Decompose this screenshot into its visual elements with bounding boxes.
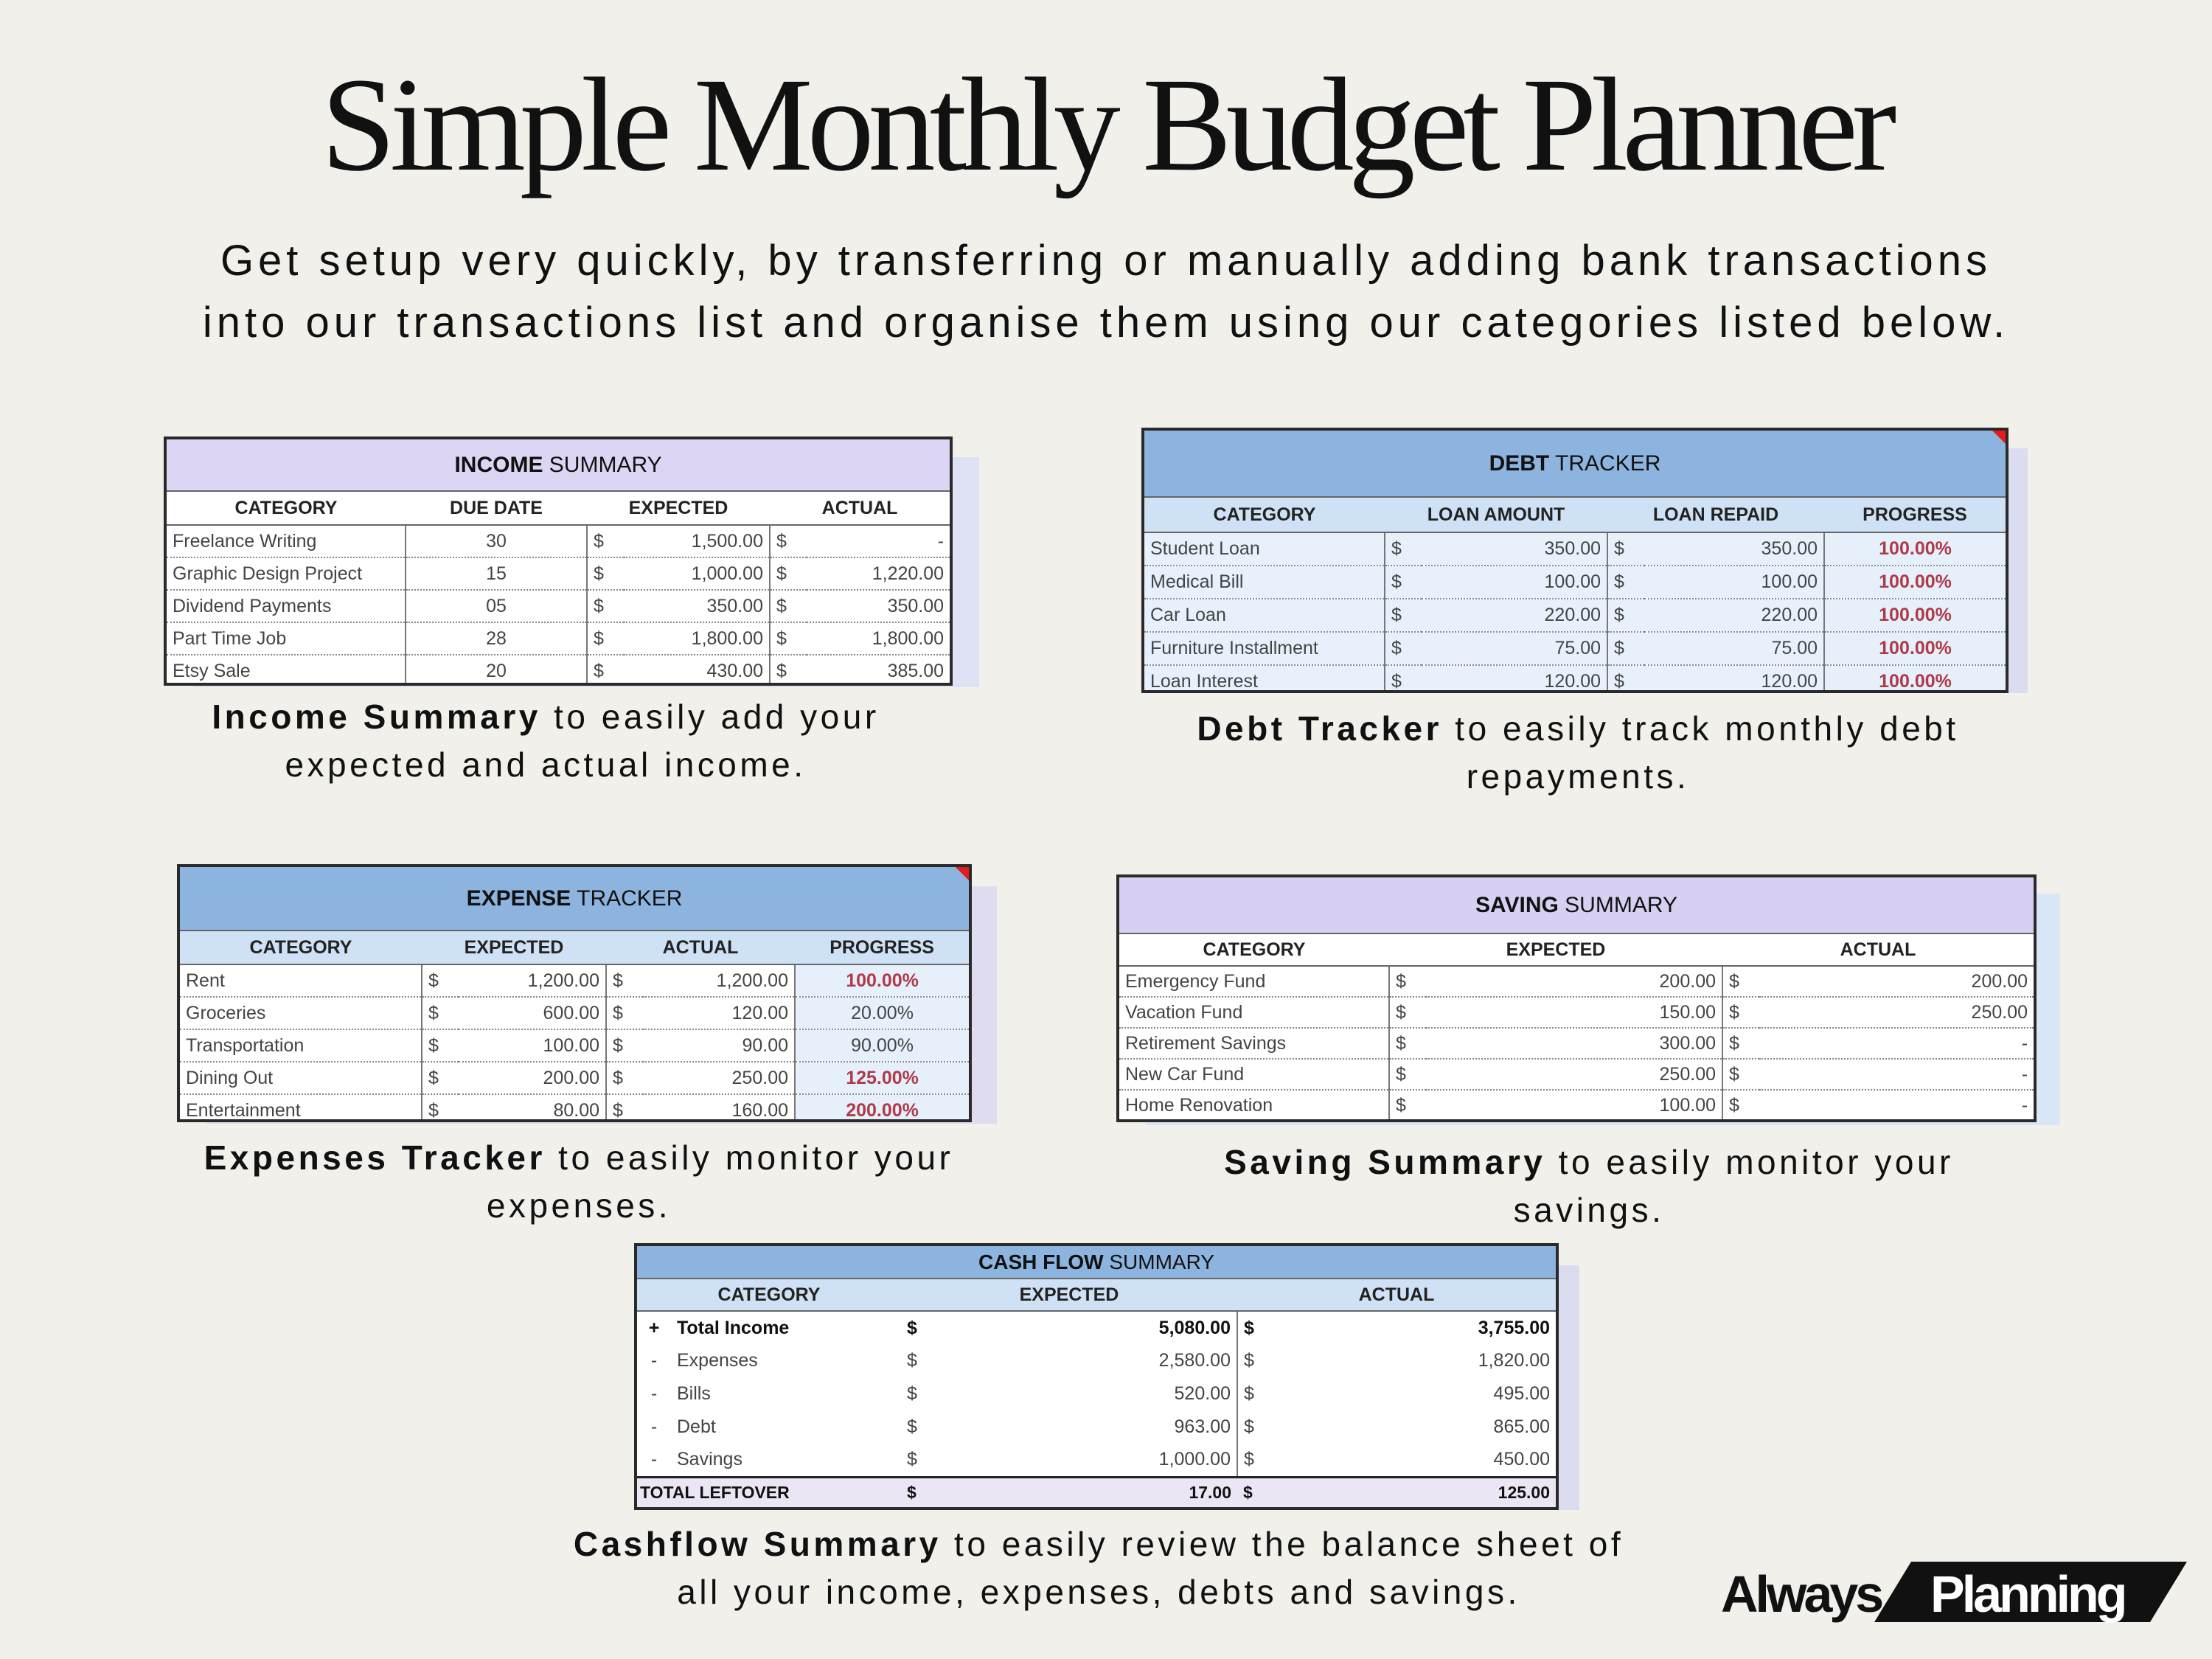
row-actual: 1,800.00 (807, 622, 950, 655)
row-sign: - (650, 1350, 658, 1371)
row-loan-repaid: 75.00 (1644, 632, 1824, 665)
currency-symbol: $ (606, 1062, 643, 1094)
currency-symbol: $ (1722, 1059, 1759, 1090)
saving-summary-description: Saving Summary to easily monitor your savings. (1224, 1143, 1954, 1229)
row-category: Savings (677, 1449, 742, 1470)
row-due-date: 30 (406, 525, 587, 557)
row-due-date: 15 (406, 557, 587, 590)
row-category: Loan Interest (1144, 665, 1385, 693)
row-loan-repaid: 120.00 (1644, 665, 1824, 693)
column-header: ACTUAL (1237, 1279, 1556, 1311)
row-progress: 100.00% (1824, 532, 2006, 566)
row-due-date: 28 (406, 622, 587, 655)
cashflow-summary-title: CASH FLOW SUMMARY (978, 1250, 1214, 1273)
table-row (1144, 665, 2006, 693)
row-expected: 430.00 (624, 655, 770, 686)
row-sign: - (650, 1416, 658, 1437)
row-actual: 385.00 (807, 655, 950, 686)
currency-symbol: $ (606, 1094, 643, 1122)
table-row (167, 622, 950, 655)
column-header: CATEGORY (637, 1279, 901, 1311)
table-row (1144, 632, 2006, 665)
expense-tracker-description: Expenses Tracker to easily monitor your expenses. (204, 1138, 954, 1225)
column-header: DUE DATE (406, 491, 587, 525)
row-category: Bills (677, 1383, 711, 1404)
row-loan-amount: 220.00 (1422, 599, 1607, 632)
currency-symbol: $ (1607, 566, 1644, 599)
currency-symbol: $ (1722, 1090, 1759, 1121)
table-row (167, 655, 950, 686)
row-expected: 5,080.00 (938, 1311, 1237, 1344)
currency-symbol: $ (1385, 632, 1422, 665)
currency-symbol: $ (1607, 665, 1644, 693)
row-actual: - (1759, 1028, 2034, 1059)
expense-tracker-title: EXPENSE TRACKER (466, 886, 683, 911)
column-header: EXPECTED (422, 931, 606, 964)
row-actual: - (1759, 1090, 2034, 1121)
column-header: CATEGORY (1119, 933, 1389, 966)
row-actual: 350.00 (807, 590, 950, 622)
row-category: Student Loan (1144, 532, 1385, 566)
currency-symbol: $ (907, 1350, 917, 1371)
row-loan-amount: 75.00 (1422, 632, 1607, 665)
row-category: Furniture Installment (1144, 632, 1385, 665)
cashflow-summary-card (634, 1243, 1579, 1510)
table-row (637, 1377, 1556, 1411)
row-category: Retirement Savings (1119, 1028, 1389, 1059)
currency-symbol: $ (1389, 1059, 1426, 1090)
row-expected: 520.00 (938, 1377, 1237, 1411)
column-header: PROGRESS (795, 931, 969, 964)
row-sign: - (650, 1383, 658, 1404)
currency-symbol: $ (1389, 966, 1426, 997)
row-expected: 250.00 (1426, 1059, 1722, 1090)
row-loan-repaid: 350.00 (1644, 532, 1824, 566)
row-progress: 100.00% (1824, 665, 2006, 693)
expense-tracker-table (177, 864, 972, 1122)
table-row (1119, 1090, 2034, 1121)
currency-symbol: $ (587, 622, 624, 655)
row-progress: 100.00% (1824, 566, 2006, 599)
row-expected: 300.00 (1426, 1028, 1722, 1059)
table-row (1119, 1059, 2034, 1090)
row-actual: 865.00 (1493, 1416, 1551, 1437)
row-loan-amount: 100.00 (1422, 566, 1607, 599)
row-expected: 80.00 (459, 1094, 606, 1122)
currency-symbol: $ (587, 557, 624, 590)
row-actual: 1,200.00 (643, 964, 795, 997)
row-expected: 1,800.00 (624, 622, 770, 655)
row-expected: 600.00 (459, 997, 606, 1029)
row-actual: 1,220.00 (807, 557, 950, 590)
table-row (167, 525, 950, 557)
debt-tracker-title: DEBT TRACKER (1489, 451, 1661, 476)
row-expected: 200.00 (459, 1062, 606, 1094)
currency-symbol: $ (1385, 566, 1422, 599)
row-loan-amount: 350.00 (1422, 532, 1607, 566)
debt-tracker-table (1141, 428, 2008, 693)
table-row (1144, 599, 2006, 632)
column-header: ACTUAL (606, 931, 795, 964)
row-loan-repaid: 220.00 (1644, 599, 1824, 632)
saving-summary-card (1116, 874, 2060, 1125)
currency-symbol: $ (1389, 1090, 1426, 1121)
currency-symbol: $ (587, 655, 624, 686)
column-header: EXPECTED (1389, 933, 1722, 966)
currency-symbol: $ (1385, 599, 1422, 632)
table-row (167, 590, 950, 622)
row-progress: 100.00% (795, 964, 969, 997)
row-sign: + (648, 1317, 660, 1338)
column-header: EXPECTED (587, 491, 770, 525)
column-header: PROGRESS (1824, 497, 2006, 532)
currency-symbol: $ (907, 1416, 917, 1437)
row-due-date: 05 (406, 590, 587, 622)
currency-symbol: $ (422, 1062, 459, 1094)
currency-symbol: $ (1607, 599, 1644, 632)
column-header: CATEGORY (180, 931, 422, 964)
currency-symbol: $ (1385, 665, 1422, 693)
currency-symbol: $ (1244, 1350, 1254, 1371)
row-expected: 1,500.00 (624, 525, 770, 557)
always-planning-logo (1718, 1559, 2190, 1625)
currency-symbol: $ (907, 1383, 917, 1404)
currency-symbol: $ (1389, 1028, 1426, 1059)
cashflow-summary-description: Cashflow Summary to easily review the balance sheet of all your income, expenses, debts and savings. (573, 1525, 1624, 1611)
row-loan-amount: 120.00 (1422, 665, 1607, 693)
currency-symbol: $ (770, 590, 807, 622)
currency-symbol: $ (422, 964, 459, 997)
row-expected: 1,200.00 (459, 964, 606, 997)
row-category: Transportation (180, 1029, 422, 1062)
table-row (1119, 997, 2034, 1028)
row-category: Dividend Payments (167, 590, 406, 622)
total-leftover-expected: 17.00 (938, 1477, 1237, 1508)
row-progress: 90.00% (795, 1029, 969, 1062)
currency-symbol: $ (1237, 1477, 1274, 1508)
row-category: Groceries (180, 997, 422, 1029)
table-row (637, 1444, 1556, 1477)
debt-tracker-description: Debt Tracker to easily track monthly debt repayments. (1197, 709, 1959, 796)
table-row (1144, 532, 2006, 566)
table-row (1119, 966, 2034, 997)
income-summary-table (164, 437, 953, 686)
row-actual: 200.00 (1759, 966, 2034, 997)
currency-symbol: $ (770, 557, 807, 590)
table-row (180, 1094, 969, 1122)
currency-symbol: $ (606, 1029, 643, 1062)
column-header: LOAN AMOUNT (1385, 497, 1607, 532)
row-expected: 963.00 (938, 1411, 1237, 1444)
table-row (1144, 566, 2006, 599)
row-category: Rent (180, 964, 422, 997)
currency-symbol: $ (587, 525, 624, 557)
row-expected: 350.00 (624, 590, 770, 622)
column-header: LOAN REPAID (1607, 497, 1824, 532)
currency-symbol: $ (770, 655, 807, 686)
currency-symbol: $ (907, 1449, 917, 1470)
row-loan-repaid: 100.00 (1644, 566, 1824, 599)
income-summary-description: Income Summary to easily add your expected and actual income. (212, 698, 880, 784)
row-category: Entertainment (180, 1094, 422, 1122)
row-category: Graphic Design Project (167, 557, 406, 590)
logo-text-planning: Planning (1930, 1565, 2125, 1623)
currency-symbol: $ (1389, 997, 1426, 1028)
currency-symbol: $ (606, 997, 643, 1029)
row-progress: 200.00% (795, 1094, 969, 1122)
table-row (180, 997, 969, 1029)
row-category: Car Loan (1144, 599, 1385, 632)
row-actual: 250.00 (643, 1062, 795, 1094)
row-sign: - (650, 1449, 658, 1470)
row-category: Debt (677, 1416, 716, 1437)
currency-symbol: $ (770, 622, 807, 655)
currency-symbol: $ (422, 997, 459, 1029)
table-row (167, 557, 950, 590)
row-category: Etsy Sale (167, 655, 406, 686)
cashflow-summary-table (634, 1243, 1559, 1510)
row-category: Dining Out (180, 1062, 422, 1094)
row-due-date: 20 (406, 655, 587, 686)
row-category: Expenses (677, 1350, 758, 1371)
currency-symbol: $ (1244, 1383, 1254, 1404)
row-actual: - (807, 525, 950, 557)
currency-symbol: $ (1385, 532, 1422, 566)
total-leftover-row (637, 1477, 1556, 1508)
subtitle-line-1: Get setup very quickly, by transferring or manually adding bank transactions (220, 237, 1992, 285)
currency-symbol: $ (901, 1477, 938, 1508)
row-expected: 2,580.00 (938, 1344, 1237, 1377)
total-leftover-actual: 125.00 (1274, 1477, 1556, 1508)
row-expected: 1,000.00 (624, 557, 770, 590)
table-row (180, 1029, 969, 1062)
row-actual: 450.00 (1493, 1449, 1551, 1470)
income-summary-card (164, 437, 979, 687)
table-row (637, 1344, 1556, 1377)
row-category: Vacation Fund (1119, 997, 1389, 1028)
column-header: ACTUAL (770, 491, 950, 525)
row-actual: - (1759, 1059, 2034, 1090)
row-actual: 3,755.00 (1478, 1317, 1551, 1338)
saving-summary-table (1116, 874, 2037, 1122)
currency-symbol: $ (770, 525, 807, 557)
currency-symbol: $ (1244, 1449, 1254, 1470)
row-category: Emergency Fund (1119, 966, 1389, 997)
row-actual: 495.00 (1493, 1383, 1551, 1404)
row-category: Medical Bill (1144, 566, 1385, 599)
table-row (1119, 1028, 2034, 1059)
table-row (637, 1411, 1556, 1444)
column-header: EXPECTED (901, 1279, 1237, 1311)
currency-symbol: $ (907, 1317, 917, 1338)
logo-text-always: Always (1721, 1565, 1882, 1623)
row-category: Home Renovation (1119, 1090, 1389, 1121)
row-expected: 100.00 (1426, 1090, 1722, 1121)
subtitle-line-2: into our transactions list and organise them using our categories listed below. (202, 299, 2010, 347)
currency-symbol: $ (606, 964, 643, 997)
row-actual: 250.00 (1759, 997, 2034, 1028)
currency-symbol: $ (1607, 632, 1644, 665)
row-actual: 1,820.00 (1478, 1350, 1551, 1371)
row-category: New Car Fund (1119, 1059, 1389, 1090)
table-row (637, 1311, 1556, 1344)
column-header: CATEGORY (167, 491, 406, 525)
row-actual: 160.00 (643, 1094, 795, 1122)
row-expected: 1,000.00 (938, 1444, 1237, 1477)
currency-symbol: $ (1244, 1416, 1254, 1437)
row-category: Total Income (677, 1317, 790, 1338)
currency-symbol: $ (587, 590, 624, 622)
currency-symbol: $ (422, 1029, 459, 1062)
column-header: ACTUAL (1722, 933, 2034, 966)
row-category: Freelance Writing (167, 525, 406, 557)
row-progress: 125.00% (795, 1062, 969, 1094)
row-actual: 120.00 (643, 997, 795, 1029)
table-row (180, 964, 969, 997)
row-expected: 200.00 (1426, 966, 1722, 997)
currency-symbol: $ (1722, 1028, 1759, 1059)
row-actual: 90.00 (643, 1029, 795, 1062)
page-subtitle (111, 230, 2101, 354)
row-category: Part Time Job (167, 622, 406, 655)
saving-summary-title: SAVING SUMMARY (1475, 892, 1677, 917)
total-leftover-label: TOTAL LEFTOVER (637, 1477, 901, 1508)
table-row (180, 1062, 969, 1094)
row-progress: 100.00% (1824, 632, 2006, 665)
row-expected: 150.00 (1426, 997, 1722, 1028)
column-header: CATEGORY (1144, 497, 1385, 532)
row-progress: 100.00% (1824, 599, 2006, 632)
income-summary-title: INCOME SUMMARY (454, 452, 662, 477)
currency-symbol: $ (1722, 966, 1759, 997)
currency-symbol: $ (1722, 997, 1759, 1028)
currency-symbol: $ (1607, 532, 1644, 566)
page-title: Simple Monthly Budget Planner (321, 51, 1891, 199)
currency-symbol: $ (422, 1094, 459, 1122)
expense-tracker-card (177, 864, 997, 1124)
row-expected: 100.00 (459, 1029, 606, 1062)
currency-symbol: $ (1244, 1317, 1254, 1338)
row-progress: 20.00% (795, 997, 969, 1029)
debt-tracker-card (1141, 428, 2028, 693)
